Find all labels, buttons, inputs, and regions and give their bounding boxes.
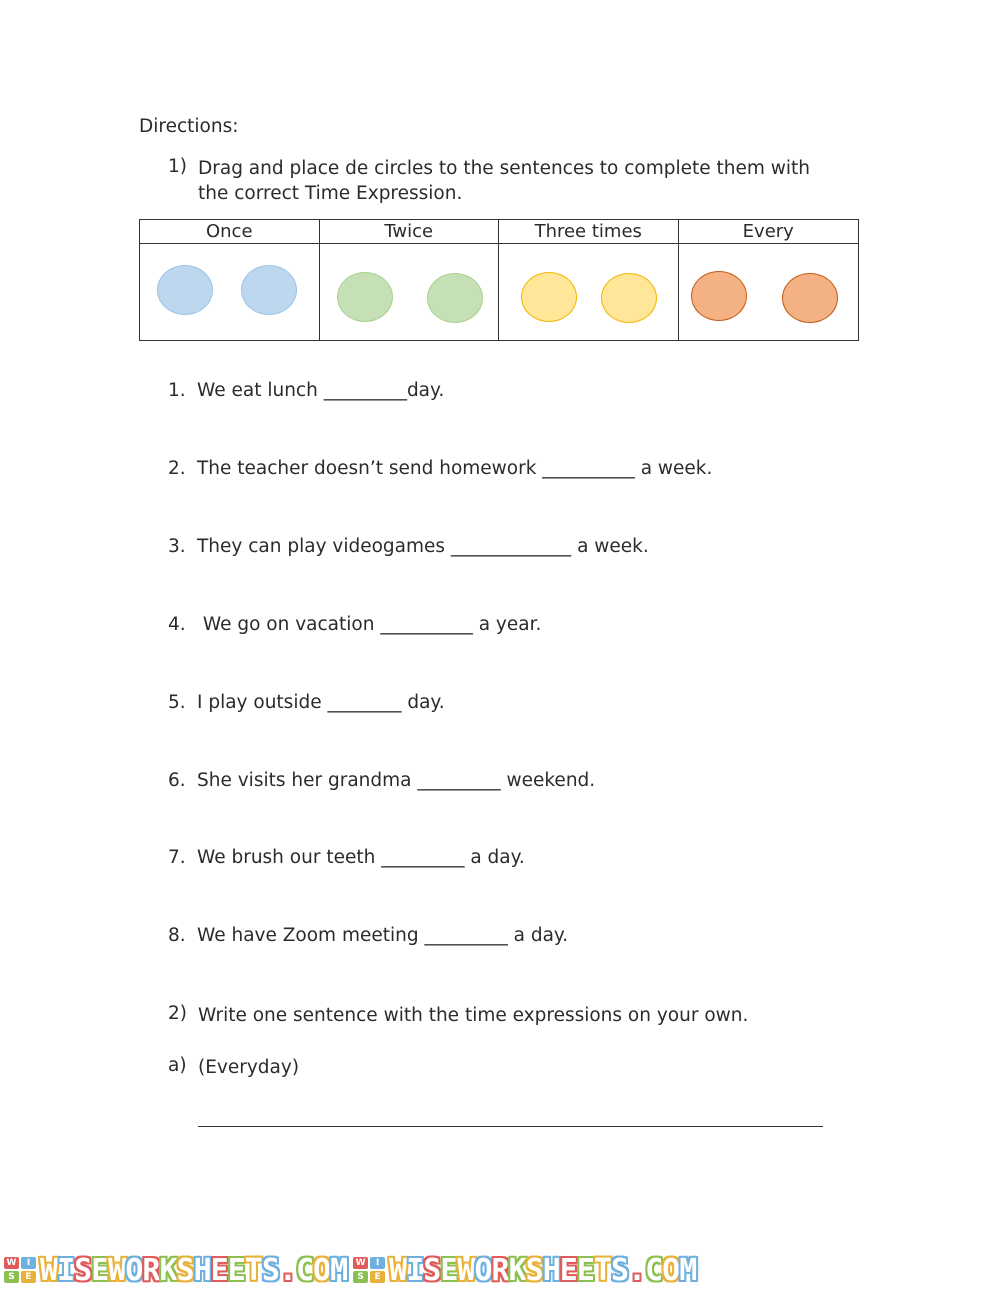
column-header-twice: Twice: [320, 220, 500, 244]
directions-label: Directions:: [139, 116, 239, 137]
column-header-every: Every: [679, 220, 859, 244]
instruction-1-line-2: the correct Time Expression.: [198, 183, 463, 204]
question-text: The teacher doesn’t send homework __________ a week.: [197, 458, 713, 479]
instruction-1-line-1: Drag and place de circles to the sentences to complete them with: [198, 158, 811, 179]
draggable-circle-three-times[interactable]: [521, 272, 577, 322]
cell-three-times: [499, 244, 679, 340]
question-number: 7.: [168, 847, 186, 868]
answer-line[interactable]: [198, 1126, 823, 1127]
draggable-circle-twice[interactable]: [427, 273, 483, 323]
time-expression-table: [139, 219, 859, 341]
question-number: 5.: [168, 692, 186, 713]
logo-letter: I: [21, 1257, 36, 1269]
watermark-logo-icon: [4, 1257, 36, 1283]
question-text: We brush our teeth _________ a day.: [197, 847, 525, 868]
watermark-text: WISEWORKSHEETS.COM: [40, 1252, 348, 1288]
draggable-circle-twice[interactable]: [337, 272, 393, 322]
watermark-text: WISEWORKSHEETS.COM: [389, 1252, 697, 1288]
question-text: She visits her grandma _________ weekend.: [197, 770, 596, 791]
logo-letter: S: [353, 1271, 368, 1283]
watermark-footer: [0, 1252, 1000, 1288]
column-header-once: Once: [140, 220, 320, 244]
logo-letter: W: [353, 1257, 368, 1269]
question-text: We eat lunch _________day.: [197, 380, 445, 401]
question-text: I play outside ________ day.: [197, 692, 445, 713]
draggable-circle-every[interactable]: [691, 271, 747, 321]
draggable-circle-three-times[interactable]: [601, 273, 657, 323]
instruction-2-text: Write one sentence with the time expressions on your own.: [198, 1005, 749, 1026]
column-header-three-times: Three times: [499, 220, 679, 244]
question-number: 1.: [168, 380, 186, 401]
question-number: 2.: [168, 458, 186, 479]
logo-letter: S: [4, 1271, 19, 1283]
instruction-1-number: 1): [168, 156, 187, 177]
logo-letter: I: [370, 1257, 385, 1269]
question-number: 3.: [168, 536, 186, 557]
question-number: 4.: [168, 614, 186, 635]
cell-every: [679, 244, 859, 340]
question-text: We have Zoom meeting _________ a day.: [197, 925, 569, 946]
question-text: They can play videogames _____________ a week.: [197, 536, 649, 557]
sub-question-a-letter: a): [168, 1055, 187, 1076]
draggable-circle-every[interactable]: [782, 273, 838, 323]
question-number: 6.: [168, 770, 186, 791]
question-number: 8.: [168, 925, 186, 946]
watermark: [353, 1253, 696, 1288]
logo-letter: W: [4, 1257, 19, 1269]
logo-letter: E: [21, 1271, 36, 1283]
cell-twice: [320, 244, 500, 340]
question-text: We go on vacation __________ a year.: [197, 614, 542, 635]
draggable-circle-once[interactable]: [157, 265, 213, 315]
instruction-2-number: 2): [168, 1003, 187, 1024]
watermark: [4, 1253, 347, 1288]
sub-question-a-text: (Everyday): [198, 1057, 300, 1078]
draggable-circle-once[interactable]: [241, 265, 297, 315]
watermark-logo-icon: [353, 1257, 385, 1283]
cell-once: [140, 244, 320, 340]
logo-letter: E: [370, 1271, 385, 1283]
